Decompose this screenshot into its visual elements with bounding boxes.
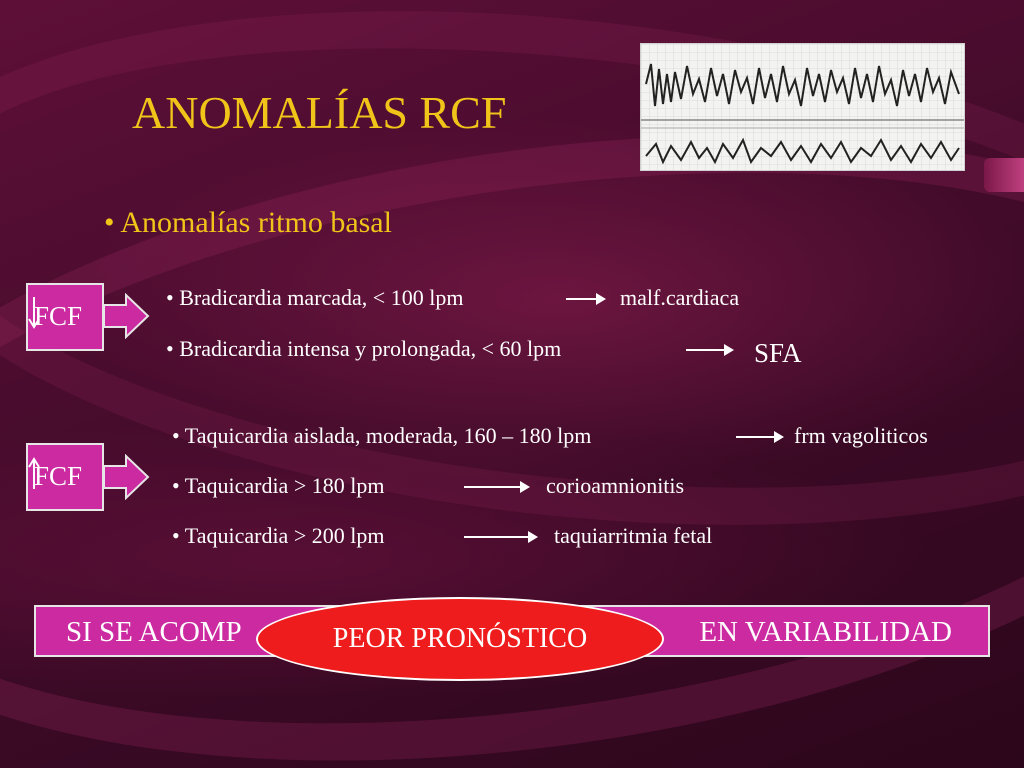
fcf-increase-box (26, 443, 104, 511)
arrow-icon (736, 436, 782, 438)
brady-result-1: malf.cardiaca (620, 285, 740, 310)
arrow-icon (464, 536, 536, 538)
tachy-item-3: • Taquicardia > 200 lpm (172, 523, 385, 548)
brady-item-1: • Bradicardia marcada, < 100 lpm (166, 285, 464, 310)
tachy-result-3: taquiarritmia fetal (554, 523, 713, 548)
decorative-side-tab (984, 158, 1024, 192)
main-bullet: • Anomalías ritmo basal (104, 206, 392, 239)
brady-item-2: • Bradicardia intensa y prolongada, < 60 lpm (166, 336, 562, 361)
banner-right-text: EN VARIABILIDAD (699, 616, 952, 648)
brady-result-2: SFA (754, 338, 802, 368)
slide-title: ANOMALÍAS RCF (132, 87, 507, 138)
arrow-icon (464, 486, 528, 488)
worse-prognosis-oval: PEOR PRONÓSTICO (256, 597, 664, 681)
block-arrow-icon (104, 293, 150, 339)
fcf-label: FCF (34, 301, 83, 331)
ecg-strip-image (640, 43, 965, 171)
arrow-icon (566, 298, 604, 300)
tachy-result-1: frm vagoliticos (794, 423, 928, 448)
tachy-item-1: • Taquicardia aislada, moderada, 160 – 180 lpm (172, 423, 592, 448)
tachy-item-2: • Taquicardia > 180 lpm (172, 473, 385, 498)
tachy-result-2: corioamnionitis (546, 473, 685, 498)
arrow-icon (686, 349, 732, 351)
fcf-label: FCF (34, 461, 83, 491)
banner-left-text: SI SE ACOMP (66, 616, 242, 648)
block-arrow-icon (104, 454, 150, 500)
fcf-decrease-box (26, 283, 104, 351)
